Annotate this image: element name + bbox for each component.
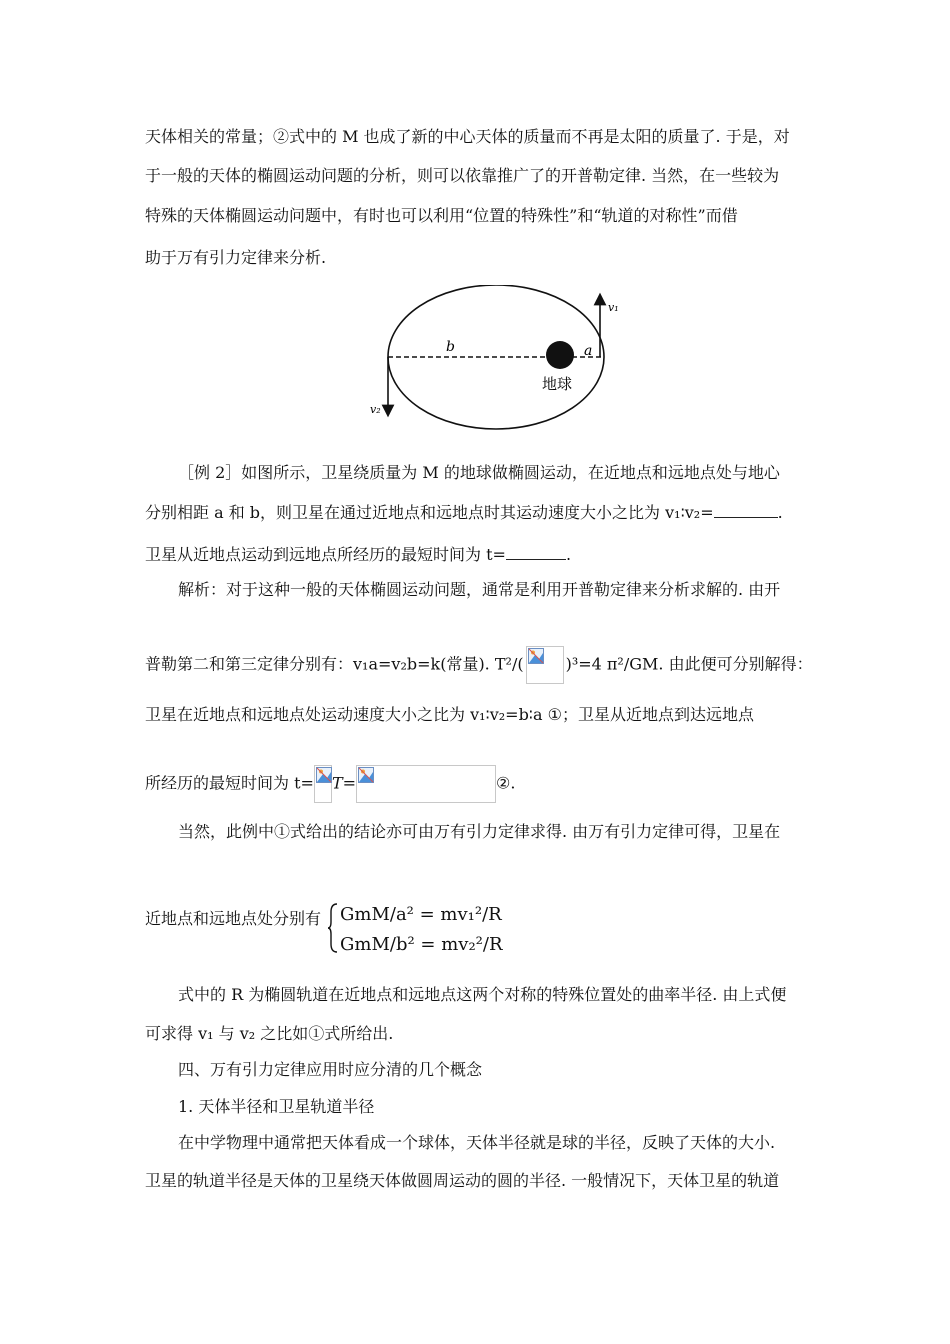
label-earth: 地球 [542,375,573,393]
answer-blank-time [506,545,566,560]
example-line2 [145,503,783,523]
orbit-figure [370,285,640,435]
label-v1: v₁ [608,301,619,314]
example-line3-end: . [565,545,572,564]
example-line2-end: . [777,503,783,522]
answer-blank-ratio [714,503,778,518]
formula-perigee: GmM/a² = mv₁²/R [340,904,502,925]
para2-line2: 近地点和远地点处分别有 [145,909,322,928]
para1-line4: 助于万有引力定律来分析. [145,248,327,267]
formula-apogee: GmM/b² = mv₂²/R [340,934,503,955]
solution-line1: 解析：对于这种一般的天体椭圆运动问题，通常是利用开普勒定律来分析求解的. 由开 [178,580,781,599]
solution-line4-T: T= [331,773,357,793]
example-line3 [145,545,571,565]
example-line1: ［例 2］如图所示，卫星绕质量为 M 的地球做椭圆运动，在近地点和远地点处与地心 [178,463,780,482]
solution-line2-text2: )³=4 π²/GM. 由此便可分别解得： [565,654,813,674]
earth-dot [546,341,574,369]
solution-line4-text: 所经历的最短时间为 t= [145,773,314,793]
solution-line3: 卫星在近地点和远地点处运动速度大小之比为 v₁∶v₂=b∶a ①；卫星从近地点到达远地点 [145,705,754,724]
broken-image-placeholder [356,765,496,803]
para1-line3: 特殊的天体椭圆运动问题中，有时也可以利用“位置的特殊性”和“轨道的对称性”而借 [145,206,738,225]
para3-line1: 式中的 R 为椭圆轨道在近地点和远地点这两个对称的特殊位置处的曲率半径. 由上式便 [178,985,787,1004]
example-line3-text: 卫星从近地点运动到远地点所经历的最短时间为 t= [145,545,506,564]
section-subheading: 1. 天体半径和卫星轨道半径 [178,1097,375,1116]
label-a: a [584,343,593,359]
image-icon [358,767,374,783]
para1-line1: 天体相关的常量；②式中的 M 也成了新的中心天体的质量而不再是太阳的质量了. 于是，对 [145,127,790,146]
label-v2: v₂ [370,403,381,416]
section-line2: 卫星的轨道半径是天体的卫星绕天体做圆周运动的圆的半径. 一般情况下，天体卫星的轨道 [145,1171,780,1190]
section-line1: 在中学物理中通常把天体看成一个球体，天体半径就是球的半径，反映了天体的大小. [178,1133,776,1152]
section-heading: 四、万有引力定律应用时应分清的几个概念 [178,1060,483,1079]
broken-image-placeholder [526,646,564,684]
example-line2-text: 分别相距 a 和 b，则卫星在通过近地点和远地点时其运动速度大小之比为 v₁∶v₂= [145,503,714,522]
image-icon [528,648,544,664]
para3-line2: 可求得 v₁ 与 v₂ 之比如①式所给出. [145,1024,394,1043]
solution-line2 [145,646,813,684]
solution-line2-text: 普勒第二和第三定律分别有：v₁a=v₂b=k(常量). T²/( [145,654,524,674]
image-icon [316,767,332,783]
label-b: b [446,339,455,355]
solution-line4 [145,765,515,803]
para1-line2: 于一般的天体的椭圆运动问题的分析，则可以依靠推广了的开普勒定律. 当然，在一些较为 [145,166,780,185]
equation-brace [327,902,339,954]
para2-line1: 当然，此例中①式给出的结论亦可由万有引力定律求得. 由万有引力定律可得，卫星在 [178,822,781,841]
solution-line4-end: ②. [496,773,516,793]
broken-image-placeholder [314,765,332,803]
